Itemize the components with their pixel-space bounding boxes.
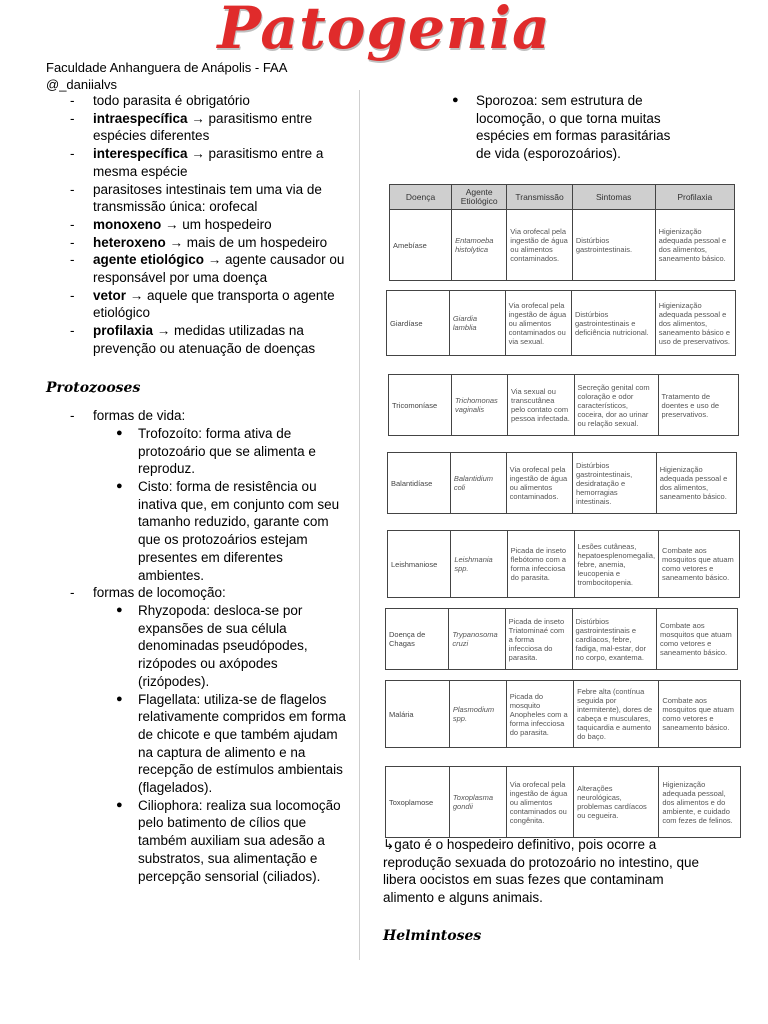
agent-cell: Entamoeba histolytica xyxy=(452,210,507,281)
table-row xyxy=(387,291,736,356)
transmission-cell: Via orofecal pela ingestão de água ou alimentos contaminados. xyxy=(506,453,572,514)
symptoms-cell: Distúrbios gastrointestinais. xyxy=(572,210,655,281)
definition-term: heteroxeno xyxy=(93,234,166,250)
section-heading-protozooses: Protozooses xyxy=(46,379,141,396)
prophylaxis-cell: Combate aos mosquitos que atuam como vetores e saneamento básico. xyxy=(659,681,741,748)
table-row xyxy=(390,210,735,281)
disease-name-cell: Doença de Chagas xyxy=(386,609,449,670)
dash-marker: - xyxy=(70,216,75,232)
symptoms-cell: Lesões cutâneas, hepatoesplenomegalia, febre, anemia, leucopenia e trombocitopenia. xyxy=(574,531,659,598)
transmission-cell: Picada de inseto Triatominaé com a forma infecciosa do parasita. xyxy=(505,609,572,670)
toxoplasmose-note: ↳gato é o hospedeiro definitivo, pois ocorre a reprodução sexuada do protozoário no intestino, que libera oocistos em suas fezes que contaminam alimento e alguns animais. xyxy=(383,837,699,906)
bullet-item xyxy=(46,602,346,691)
definition-text: → medidas utilizadas na prevenção ou atenuação de doenças xyxy=(93,323,316,356)
symptoms-cell: Alterações neurológicas, problemas cardíacos ou cegueira. xyxy=(574,767,659,838)
page-title: Patogenia xyxy=(217,0,551,62)
institution-name: Faculdade Anhanguera de Anápolis - FAA xyxy=(46,60,288,75)
definition-term: interespecífica xyxy=(93,146,188,162)
column-header: Profilaxia xyxy=(655,185,734,210)
disease-table xyxy=(387,452,737,514)
definition-term: profilaxia xyxy=(93,323,154,339)
bullet-item xyxy=(46,691,346,797)
symptoms-cell: Febre alta (contínua seguida por intermitente), dores de cabeça e musculares, taquicardia e aumento do baço. xyxy=(574,681,659,748)
disease-name-cell: Tricomoníase xyxy=(389,375,452,436)
definition-term: intraespecífica xyxy=(93,110,188,126)
prophylaxis-cell: Higienização adequada pessoal e dos alimentos, saneamento básico e uso de preservativos. xyxy=(655,291,735,356)
definition-term: monoxeno xyxy=(93,216,162,232)
definition-item xyxy=(46,145,346,180)
bullet-text: Trofozoíto: forma ativa de protozoário que se alimenta e reproduz. xyxy=(138,425,316,477)
sporozoa-text: Sporozoa: sem estrutura de locomoção, o que torna muitas espécies em formas parasitárias de vida (esporozoários). xyxy=(476,93,671,162)
formas-vida-label: formas de vida: xyxy=(93,408,186,424)
disease-table xyxy=(388,374,739,436)
bullet-text: Flagellata: utiliza-se de flagelos relativamente compridos em forma de chicote e que também ajudam na captura de alimento e na recepção de estímulos ambientais (flagelados). xyxy=(138,691,346,796)
definition-item xyxy=(46,322,346,357)
bullet-marker: ● xyxy=(116,798,123,811)
definition-text: parasitoses intestinais tem uma via de transmissão única: orofecal xyxy=(93,181,322,215)
section-heading-helmintoses: Helmintoses xyxy=(383,928,482,944)
table-row xyxy=(386,609,738,670)
dash-marker: - xyxy=(70,146,75,162)
list-item: ● Sporozoa: sem estrutura de locomoção, o que torna muitas espécies em formas parasitárias de vida (esporozoários). xyxy=(452,93,671,162)
list-item: - formas de locomoção: xyxy=(70,585,226,601)
column-header: Doença xyxy=(390,185,452,210)
disease-name-cell: Malária xyxy=(386,681,450,748)
bullet-marker: ● xyxy=(116,692,123,705)
definition-item xyxy=(46,234,346,252)
transmission-cell: Via orofecal pela ingestão de água ou alimentos contaminados ou congênita. xyxy=(506,767,573,838)
agent-cell: Trypanosoma cruzi xyxy=(449,609,505,670)
definition-text: → aquele que transporta o agente etiológico xyxy=(93,287,335,321)
prophylaxis-cell: Combate aos mosquitos que atuam como vetores e saneamento básico. xyxy=(659,531,740,598)
definition-text: → agente causador ou responsável por uma doença xyxy=(93,252,345,286)
definitions-list xyxy=(46,92,346,358)
bullet-item xyxy=(46,478,346,584)
symptoms-cell: Distúrbios gastrointestinais, desidratação e hemorragias intestinais. xyxy=(572,453,656,514)
dash-marker: - xyxy=(70,252,75,268)
definition-term: vetor xyxy=(93,287,127,303)
disease-name-cell: Giardíase xyxy=(387,291,450,356)
column-header: Transmissão xyxy=(507,185,573,210)
definition-item xyxy=(46,92,346,110)
disease-table xyxy=(385,608,738,670)
right-column-intro xyxy=(452,92,682,163)
agent-cell: Leishmania spp. xyxy=(451,531,507,598)
bullet-item xyxy=(46,797,346,886)
agent-cell: Trichomonas vaginalis xyxy=(452,375,508,436)
dash-marker: - xyxy=(70,110,75,126)
prophylaxis-cell: Combate aos mosquitos que atuam como vetores e saneamento básico. xyxy=(657,609,738,670)
dash-marker: - xyxy=(70,93,75,108)
bullet-marker: ● xyxy=(116,603,123,616)
list-item: - formas de vida: xyxy=(70,408,186,424)
transmission-cell: Via sexual ou transcutânea pelo contato com pessoa infectada. xyxy=(508,375,575,436)
prophylaxis-cell: Higienização adequada pessoal, dos alimentos e do ambiente, e cuidado com fezes de felinos. xyxy=(659,767,741,838)
bullet-item xyxy=(46,425,346,478)
table-row xyxy=(386,681,741,748)
disease-table xyxy=(385,766,741,838)
agent-cell: Giardia lamblia xyxy=(449,291,505,356)
bullet-marker: ● xyxy=(116,426,123,439)
definition-text: → parasitismo entre espécies diferentes xyxy=(93,110,313,144)
symptoms-cell: Distúrbios gastrointestinais e deficiência nutricional. xyxy=(571,291,655,356)
prophylaxis-cell: Higienização adequada pessoal e dos alimentos, saneamento básico. xyxy=(656,453,736,514)
definition-item xyxy=(46,110,346,145)
definition-text: todo parasita é obrigatório xyxy=(93,93,250,108)
formas-vida-list xyxy=(46,425,346,584)
definition-text: → parasitismo entre a mesma espécie xyxy=(93,146,324,179)
column-header: Agente Etiológico xyxy=(452,185,507,210)
prophylaxis-cell: Tratamento de doentes e uso de preservativos. xyxy=(658,375,739,436)
prophylaxis-cell: Higienização adequada pessoal e dos alimentos, saneamento básico. xyxy=(655,210,734,281)
transmission-cell: Picada do mosquito Anopheles com a forma infecciosa do parasita. xyxy=(506,681,573,748)
disease-name-cell: Toxoplamose xyxy=(386,767,450,838)
transmission-cell: Via orofecal pela ingestão de água ou alimentos contaminados ou via sexual. xyxy=(505,291,571,356)
column-divider xyxy=(359,90,360,960)
symptoms-cell: Distúrbios gastrointestinais e cardíacos, febre, fadiga, mal-estar, dor no corpo, exantema. xyxy=(572,609,656,670)
disease-table xyxy=(389,184,735,281)
disease-name-cell: Amebíase xyxy=(390,210,452,281)
disease-name-cell: Leishmaniose xyxy=(388,531,451,598)
definition-term: agente etiológico xyxy=(93,252,205,268)
definition-text: → um hospedeiro xyxy=(161,216,272,232)
transmission-cell: Via orofecal pela ingestão de água ou alimentos contaminados. xyxy=(507,210,573,281)
table-row xyxy=(388,531,740,598)
dash-marker: - xyxy=(70,181,75,197)
disease-name-cell: Balantidíase xyxy=(388,453,451,514)
dash-marker: - xyxy=(70,323,75,339)
agent-cell: Toxoplasma gondii xyxy=(449,767,506,838)
table-row xyxy=(389,375,739,436)
definition-item xyxy=(46,181,346,216)
formas-locomocao-label: formas de locomoção: xyxy=(93,585,226,601)
agent-cell: Plasmodium spp. xyxy=(449,681,506,748)
bullet-marker: ● xyxy=(116,480,123,493)
definition-item xyxy=(46,216,346,234)
bullet-text: Ciliophora: realiza sua locomoção pelo batimento de cílios que também auxiliam sua adesão a substratos, sua alimentação e percepção sensorial (ciliados). xyxy=(138,797,341,884)
disease-table xyxy=(385,680,741,748)
bullet-text: Rhyzopoda: desloca-se por expansões de sua célula denominadas pseudópodes, rizópodes ou axópodes (rizópodes). xyxy=(138,602,308,689)
bullet-text: Cisto: forma de resistência ou inativa que, em conjunto com seu tamanho reduzido, garante com que os protozoários estejam presentes em diferentes ambientes. xyxy=(138,479,340,583)
transmission-cell: Picada de inseto flebótomo com a forma infecciosa do parasita. xyxy=(507,531,574,598)
dash-marker: - xyxy=(70,287,75,303)
disease-table xyxy=(386,290,736,356)
definition-item xyxy=(46,287,346,322)
dash-marker: - xyxy=(70,234,75,250)
table-row xyxy=(388,453,737,514)
symptoms-cell: Secreção genital com coloração e odor característicos, coceira, dor ao urinar ou relação sexual. xyxy=(574,375,658,436)
definition-item xyxy=(46,251,346,286)
left-column xyxy=(46,92,346,885)
agent-cell: Balantidium coli xyxy=(450,453,506,514)
author-handle: @_daniialvs xyxy=(46,77,118,92)
table-row xyxy=(386,767,741,838)
table-header-row xyxy=(390,185,735,210)
column-header: Sintomas xyxy=(572,185,655,210)
definition-text: → mais de um hospedeiro xyxy=(165,234,328,250)
formas-locomocao-list xyxy=(46,602,346,885)
disease-table xyxy=(387,530,740,598)
